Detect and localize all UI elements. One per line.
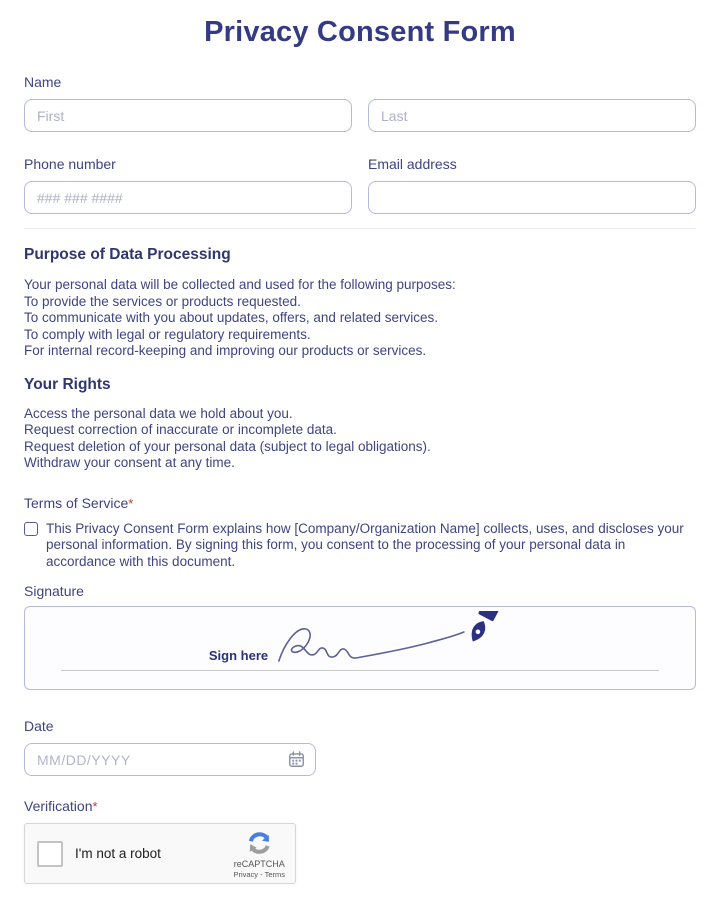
purpose-line: To comply with legal or regulatory requirements. [24,326,311,342]
rights-text [24,406,696,472]
recaptcha-checkbox-label: I'm not a robot [75,846,161,861]
signature-label: Signature [24,583,84,599]
verification-label: Verification* [24,798,98,814]
email-label: Email address [368,156,457,172]
recaptcha-privacy-terms-links[interactable]: Privacy - Terms [233,869,285,879]
recaptcha-logo-icon [245,829,273,857]
signature-squiggle [276,611,511,677]
terms-consent-text: This Privacy Consent Form explains how [Company/Organization Name] collects, uses, and discloses your personal information. By signing this form, you consent to the processing of your personal data in accordance with this document. [46,520,684,569]
terms-consent-checkbox[interactable] [24,522,38,536]
terms-of-service-label: Terms of Service* [24,494,134,511]
required-asterisk: * [92,799,98,814]
phone-label: Phone number [24,156,116,172]
phone-input[interactable] [24,181,352,214]
name-label: Name [24,74,62,90]
rights-line: Request deletion of your personal data (subject to legal obligations). [24,438,431,454]
purpose-line: For internal record-keeping and improving our products or services. [24,343,427,358]
required-asterisk: * [128,495,134,511]
purpose-line: To provide the services or products requested. [24,293,301,309]
last-name-input[interactable] [368,99,696,132]
rights-line: Access the personal data we hold about you. [24,405,293,421]
rights-heading: Your Rights [24,375,111,393]
email-input[interactable] [368,181,696,214]
page-title: Privacy Consent Form [204,16,516,48]
signature-line [61,670,659,671]
section-divider [24,228,696,229]
sign-here-label: Sign here [208,647,269,663]
rights-line: Request correction of inaccurate or incomplete data. [24,422,337,437]
purpose-line: To communicate with you about updates, offers, and related services. [24,310,438,325]
recaptcha-checkbox[interactable] [37,841,63,867]
purpose-text [24,277,696,360]
date-label: Date [24,718,54,734]
first-name-input[interactable] [24,99,352,132]
pen-nib-icon [466,611,501,645]
purpose-line: Your personal data will be collected and used for the following purposes: [24,277,456,292]
rights-line: Withdraw your consent at any time. [24,455,235,470]
date-input[interactable] [24,743,316,776]
signature-pad[interactable] [24,606,696,690]
purpose-heading: Purpose of Data Processing [24,246,231,263]
calendar-icon[interactable] [287,750,306,769]
recaptcha-brand-text: reCAPTCHA [233,858,285,869]
